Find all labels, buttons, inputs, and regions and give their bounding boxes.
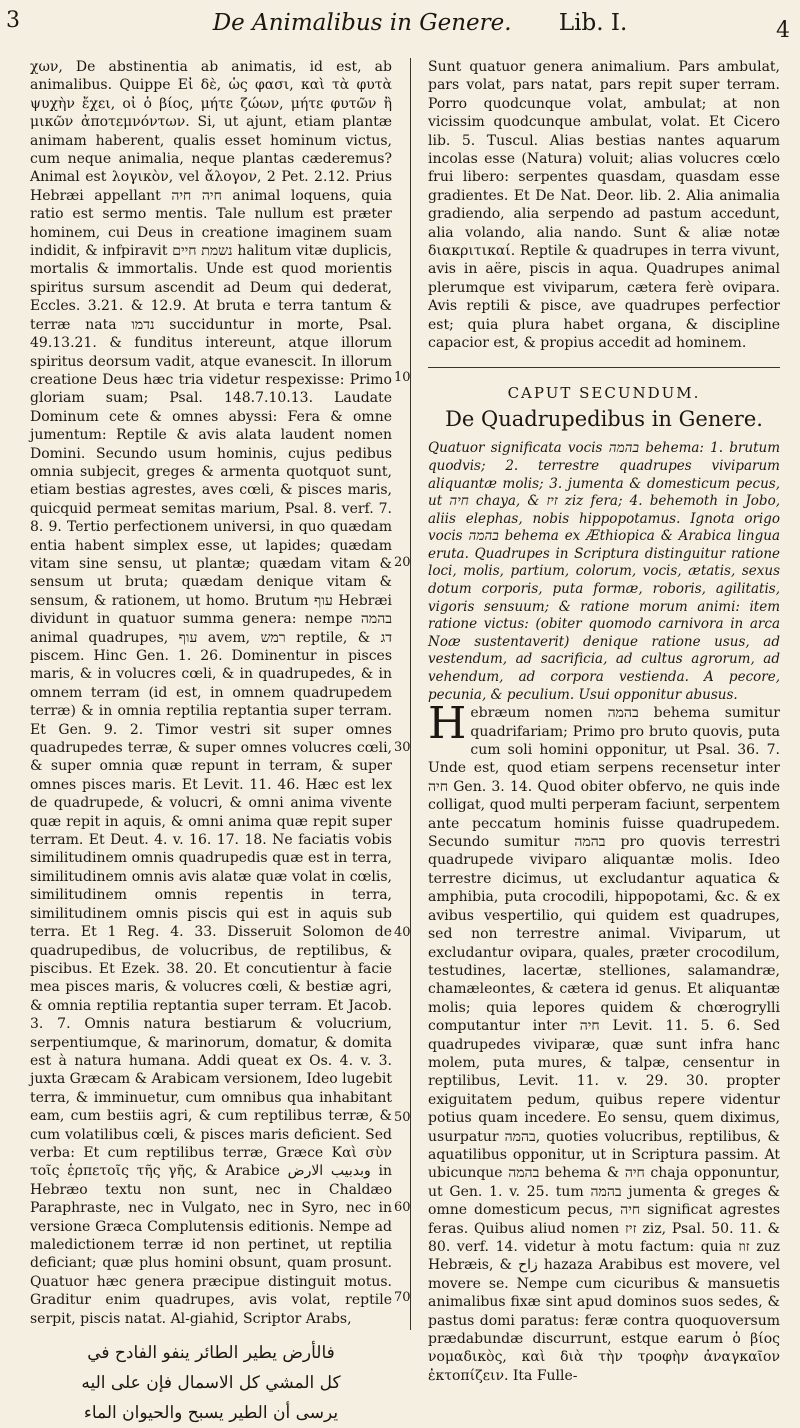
- page-number-right: 4: [776, 18, 790, 43]
- running-title: [190, 10, 650, 50]
- chapter-body-text: ebræum nomen בהמה behema sumitur quadrifariam; Primo pro bruto quovis, puta cum soli homini opponitur, ut Psal. 36. 7. Unde est, quod etiam serpens recensetur inter חיה Gen. 3. 14. Quod obiter obfervo, ne quis inde colligat, quod multi perperam faciunt, serpentem ante peccatum hominis fuisse quadrupedem. Secundo sumitur בהמה pro quovis terrestri quadrupede viviparo aliquantæ molis. Ideo terrestre dicimus, ut excludantur aquatica & amphibia, puta crocodili, hippopotami, &c. & ex avibus vespertilio, qui quidem est quadrupes, sed non terrestre animal. Viviparum, ut excludantur ovipara, quales, præter crocodilum, testudines, lacertæ, stelliones, salamandræ, chamæleontes, & cætera id genus. Et aliquantæ molis; quia lepores quidem & chœrogrylli computantur inter חיה Levit. 11. 5. 6. Sed quadrupedes viviparæ, quæ sunt infra hanc molem, puta mures, & talpæ, censentur in reptilibus, Levit. 11. v. 29. 30. propter exiguitatem pedum, quibus repere videntur potius quam incedere. Eo sensu, quem diximus, usurpatur בהמה, quoties volucribus, reptilibus, & aquatilibus opponitur, ut in Scriptura passim. At ubicunque בהמה behema & חיה chaja opponuntur, ut Gen. 1. v. 25. tum בהמה jumenta & greges & omne domesticum pecus, חיה significat agrestes feras. Quibus aliud nomen זיז ziz, Psal. 50. 11. & 80. verf. 14. videtur à motu factum: quia זוז zuz Hebræis, & زاح hazaza Arabibus est movere, vel movere se. Nempe cum cicuribus & mansuetis animalibus fixæ sint apud dominos suos sedes, & pastus domi paratus: feræ contra quoquoversum prædabundæ discurrunt, estque earum ὁ βίος νομαδικὸς, καὶ διὰ τὴν τροφὴν ἀναγκαῖον ἐκτοπίζειν. Ita Fulle-: [428, 705, 781, 1384]
- arabic-line-3: يرسى أن الطير يسبح والحيوان الماء: [83, 1403, 339, 1424]
- arabic-quotation: [30, 1338, 392, 1428]
- line-number-40: 40: [394, 925, 411, 940]
- line-number-60: 60: [394, 1200, 411, 1215]
- chapter-title: CAPUT SECUNDUM.: [507, 383, 701, 402]
- line-number-70: 70: [394, 1290, 411, 1305]
- chapter-subtitle: De Quadrupedibus in Genere.: [445, 406, 763, 431]
- arabic-line-1: فالأرض يطير الطائر ينفو الفادح في: [87, 1343, 335, 1364]
- line-number-20: 20: [394, 555, 411, 570]
- chapter-summary: Quatuor significata vocis בהמה behema: 1. brutum quodvis; 2. terrestre quadrupes viviparum aliquantæ molis; 3. jumenta & domesticum pecus, ut חיה chaya, & זיז ziz fera; 4. behemoth in Jobo, aliis elephas, nobis hippopotamus. Ignota origo vocis בהמה behema ex Æthiopica & Arabica lingua eruta. Quadrupes in Scriptura distinguitur ratione loci, molis, partium, colorum, vocis, ætatis, sexus dotum corporis, puta formæ, roboris, agilitatis, vigoris sensuum; & ratione morum animi: item ratione victus: (obiter quomodo carnivora in arca Noæ sustentaverit) denique ratione usus, ad vestendum, ad sacrificia, ad cultus agrorum, ad vehendum, ad corpora vestienda. A pecore, pecunia, & peculium. Usui opponitur abusus.: [428, 440, 780, 703]
- left-column-text: χων, De abstinentia ab animatis, id est, ab animalibus. Quippe Εἰ δὲ, ὡς φασι, καὶ τὰ φυτὰ ψυχὴν ἔχει, οἰ ὁ βίος, μήτε ζώων, μήτε φυτῶν ἢ μικῶν ἀποτεμνόντων. Si, ut ajunt, etiam plantæ animam haberent, qualis esset hominum victus, cum neque animalia, neque plantas cæderemus? Animal est λογικὸν, vel ἄλογον, 2 Pet. 2.12. Prius Hebræi appellant חיה חיה animal loquens, quia ratio est sermo mentis. Tale nullum est præter hominem, cui Deus in creatione imaginem suam indidit, & infpiravit נשמת חיים halitum vitæ duplicis, mortalis & immortalis. Unde est quod morientis spiritus sursum ascendit ad Deum qui dederat, Eccles. 3.21. & 12.9. At bruta e terra tantum & terræ nata נדמו succiduntur in morte, Psal. 49.13.21. & funditus intereunt, atque illorum spiritus deorsum vadit, atque evanescit. In illorum creatione Deus hæc tria videtur respexisse: Primo gloriam suam; Psal. 148.7.10.13. Laudate Dominum cete & omnes abyssi: Fera & omne jumentum: Reptile & avis alata laudent nomen Domini. Secundo usum hominis, cujus pedibus omnia subjecit, greges & armenta quotquot sunt, etiam bestias agrestes, aves cœli, & pisces maris, quicquid permeat semitas marium, Psal. 8. verf. 7. 8. 9. Tertio perfectionem universi, in quo quædam entia habent simplex esse, ut lapides; quædam vitam sine sensu, ut plantæ; quædam vitam & sensum ut bruta; quædam denique vitam & sensum, & rationem, ut homo. Brutum עוף Hebræi dividunt in quatuor summa genera: nempe בהמה animal quadrupes, עוף avem, רמש reptile, & דג piscem. Hinc Gen. 1. 26. Dominentur in pisces maris, & in volucres cœli, & in quadrupedes, & in omnem terram (id est, in omnem quadrupedem terræ) & in omnia reptilia reptantia super terram. Et Gen. 9. 2. Timor vestri sit super omnes quadrupedes terræ, & super omnes volucres cœli, & super omnia quæ repunt in terram, & super omnes pisces maris. Et Levit. 11. 46. Hæc est lex de quadrupede, & volucri, & omni anima vivente quæ repit in aquis, & omni anima quæ repit super terram. Et Deut. 4. v. 16. 17. 18. Ne faciatis vobis similitudinem omnis quadrupedis quæ est in terra, similitudinem omnis avis alatæ quæ volat in cœlis, similitudinem omnis repentis in terra, similitudinem omnis piscis qui est in aquis sub terra. Et 1 Reg. 4. 33. Disseruit Solomon de quadrupedibus, de volucribus, de reptilibus, & piscibus. Et Ezek. 38. 20. Et concutientur à facie mea pisces maris, & volucres cœli, & bestiæ agri, & omnia reptilia reptantia super terram. Et Jacob. 3. 7. Omnis natura bestiarum & volucrium, serpentiumque, & marinorum, domatur, & domita est à natura humana. Addi queat ex Os. 4. v. 3. juxta Græcam & Arabicam versionem, Ideo lugebit terra, & imminuetur, cum omnibus qua inhabitant eam, cum bestiis agri, & cum reptilibus terræ, & cum volatilibus cœli, & pisces maris deficient. Sed verba: Et cum reptilibus terræ, Græce Καὶ σὺν τοῖς ἑρπετοῖς τῆς γῆς, & Arabice وبدبيب الارض in Hebræo textu non sunt, nec in Chaldæo Paraphraste, nec in Vulgato, nec in Syro, nec in versione Græca Complutensis editionis. Nempe ad maledictionem terræ id non pertinet, ut reptilia deficiant; quæ plus homini obsunt, quam prosunt. Quatuor hæc genera præcipue distinguit motus. Graditur enim quadrupes, avis volat, reptile serpit, piscis natat. Al-giahid, Scriptor Arabs,: [30, 59, 393, 1327]
- drop-cap: H: [428, 698, 467, 750]
- running-title-text: De Animalibus in Genere.: [212, 10, 512, 36]
- page-number-left: 3: [6, 8, 20, 33]
- line-number-50: 50: [394, 1110, 411, 1125]
- line-number-10: 10: [394, 370, 411, 385]
- arabic-line-2: كل المشي كل الاسمال فإن على اليه: [81, 1373, 341, 1394]
- right-intro-text: Sunt quatuor genera animalium. Pars ambulat, pars volat, pars natat, pars repit super terram. Porro quodcunque volat, ambulat; at non vicissim quodcunque ambulat, volat. Et Cicero lib. 5. Tuscul. Alias bestias nantes aquarum incolas esse (Natura) voluit; alias volucres cœlo frui libero: serpentes quasdam, quasdam esse gradientes. Et De Nat. Deor. lib. 2. Alia animalia gradiendo, alia serpendo ad pastum accedunt, alia volando, alia nando. Sunt & aliæ notæ διακριτικαί. Reptile & quadrupes in terra vivunt, avis in aëre, piscis in aqua. Quadrupes animal plerumque est viviparum, cætera ferè ovipara. Avis reptili & pisce, ave quadrupes perfectior est; quia plura habet organa, & discipline capacior est, & propius accedit ad hominem.: [428, 59, 780, 352]
- section-rule: [428, 367, 780, 368]
- chapter-body: [428, 698, 781, 1385]
- book-number: Lib. I.: [558, 10, 628, 36]
- right-column: [428, 58, 781, 1384]
- left-column: [30, 58, 393, 1424]
- line-number-30: 30: [394, 740, 411, 755]
- column-divider: [410, 58, 411, 1330]
